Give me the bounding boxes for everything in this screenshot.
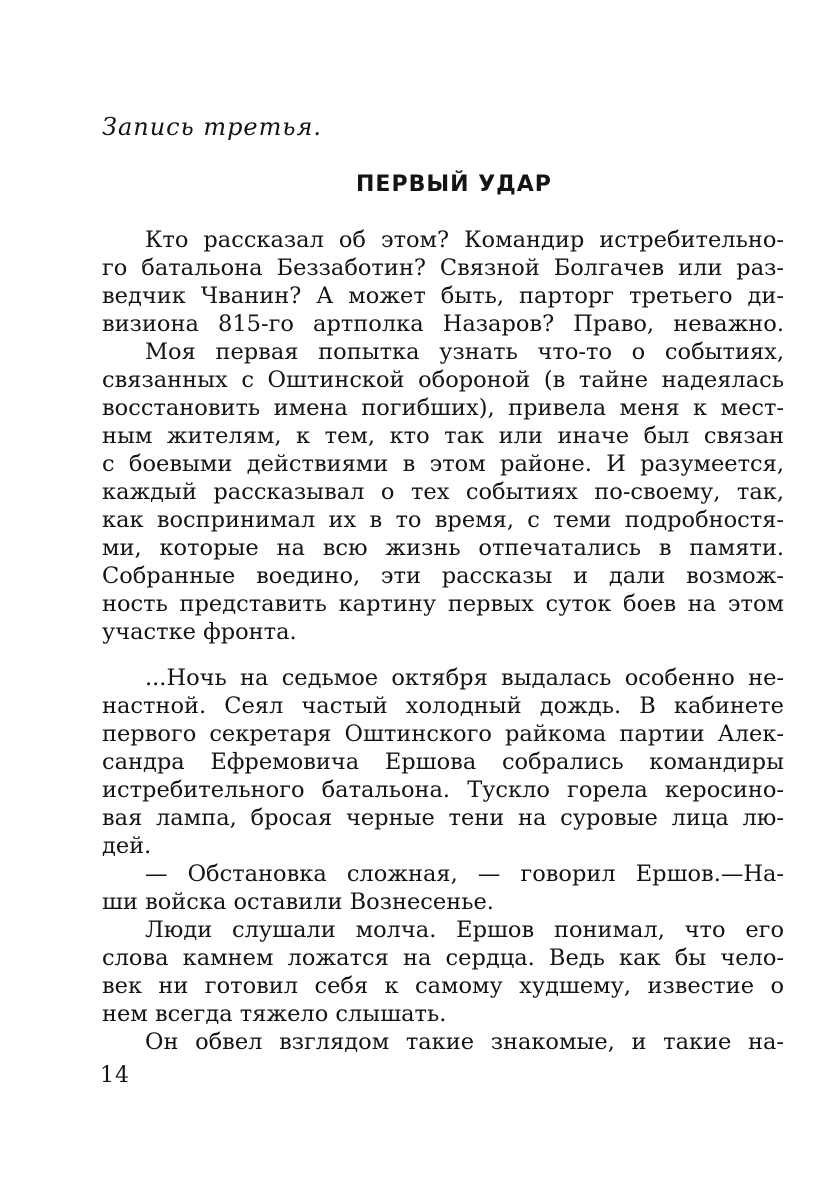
text-line: нем всегда тяжело слышать. (102, 1001, 447, 1027)
text-line: Моя первая попытка узнать что-то о событиях, (145, 339, 784, 365)
page-number: 14 (100, 1063, 130, 1088)
text-line: век ни готовил себя к самому худшему, известие о (102, 973, 784, 999)
text-line: слова камнем ложатся на сердца. Ведь как бы чело- (102, 945, 784, 971)
text-line: каждый рассказывал о тех событиях по-своему, так, (102, 479, 784, 505)
text-line: Кто рассказал об этом? Командир истребительно- (145, 227, 784, 253)
text-line: с боевыми действиями в этом районе. И разумеется, (102, 451, 784, 477)
text-line: участке фронта. (102, 619, 297, 645)
text-line: Он обвел взглядом такие знакомые, и такие на- (145, 1029, 784, 1055)
text-line: визиона 815-го артполка Назаров? Право, неважно. (102, 311, 784, 337)
text-line: ми, которые на всю жизнь отпечатались в памяти. (102, 535, 784, 561)
text-line: го батальона Беззаботин? Связной Болгачев или раз- (102, 255, 784, 281)
text-line: ...Ночь на седьмое октября выдалась особенно не- (145, 665, 784, 691)
text-line: ши войска оставили Вознесенье. (102, 889, 494, 915)
text-line: Собранные воедино, эти рассказы и дали возмож- (102, 563, 784, 589)
text-line: ность представить картину первых суток боев на этом (102, 591, 784, 617)
text-line: дей. (102, 833, 152, 859)
text-line: настной. Сеял частый холодный дождь. В кабинете (102, 693, 784, 719)
text-line: как воспринимал их в то время, с теми подробностя- (102, 507, 784, 533)
text-line: истребительного батальона. Тускло горела керосино- (102, 777, 784, 803)
text-line: восстановить имена погибших), привела меня к мест- (102, 395, 784, 421)
text-line: связанных с Оштинской обороной (в тайне надеялась (102, 367, 784, 393)
text-line: Люди слушали молча. Ершов понимал, что его (145, 917, 784, 943)
text-line: ным жителям, к тем, кто так или иначе был связан (102, 423, 784, 449)
chapter-title: ПЕРВЫЙ УДАР (356, 172, 552, 197)
text-line: сандра Ефремовича Ершова собрались командиры (102, 749, 784, 775)
text-line: ведчик Чванин? А может быть, парторг третьего ди- (102, 283, 784, 309)
section-note: Запись третья. (102, 113, 322, 141)
text-line: — Обстановка сложная, — говорил Ершов.—На- (145, 861, 784, 887)
text-line: вая лампа, бросая черные тени на суровые лица лю- (102, 805, 784, 831)
text-line: первого секретаря Оштинского райкома партии Алек- (102, 721, 784, 747)
